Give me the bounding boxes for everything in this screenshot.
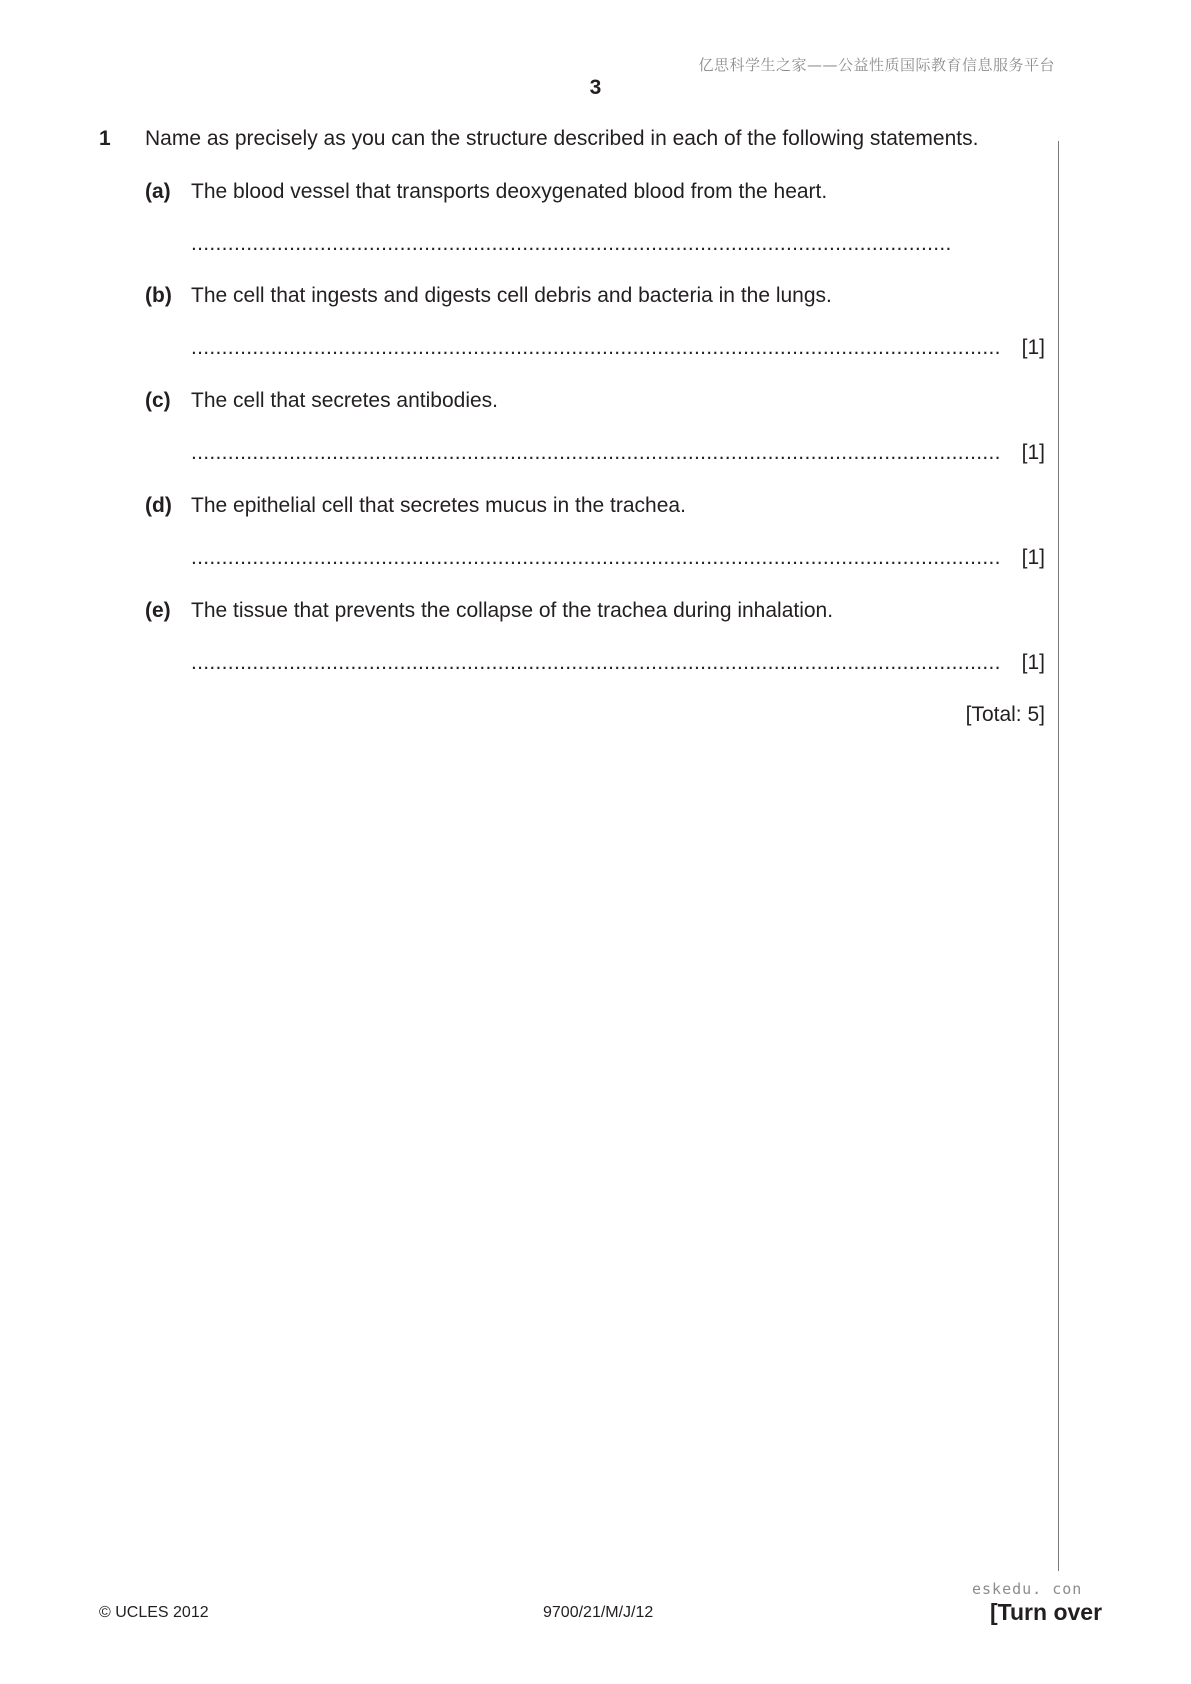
- part-label: (b): [145, 284, 172, 307]
- part-label: (d): [145, 494, 172, 517]
- answer-line[interactable]: ....................................................................................................................................: [191, 546, 1001, 569]
- mark-allocation: [1]: [1021, 546, 1045, 569]
- part-text: The epithelial cell that secretes mucus in the trachea.: [191, 494, 686, 517]
- part-text: The cell that secretes antibodies.: [191, 389, 499, 412]
- mark-allocation: [1]: [1021, 441, 1045, 464]
- footer-watermark: eskedu. con: [972, 1580, 1083, 1598]
- page-number: 3: [589, 76, 602, 99]
- part-label: (c): [145, 389, 171, 412]
- answer-line[interactable]: ....................................................................................................................................: [191, 651, 1001, 674]
- part-text: The blood vessel that transports deoxygenated blood from the heart.: [191, 180, 828, 203]
- turn-over-label: [Turn over: [990, 1599, 1103, 1625]
- part-label: (a): [145, 180, 171, 203]
- margin-rule: [1058, 141, 1059, 1571]
- question-part-b: [145, 284, 1045, 384]
- question-part-d: [145, 494, 1045, 594]
- total-marks: [Total: 5]: [965, 703, 1045, 726]
- part-label: (e): [145, 599, 171, 622]
- header-watermark: 亿思科学生之家——公益性质国际教育信息服务平台: [698, 56, 1055, 74]
- question-stem: Name as precisely as you can the structure described in each of the following statements.: [145, 127, 979, 150]
- footer-copyright: © UCLES 2012: [99, 1604, 209, 1621]
- mark-allocation: [1]: [1021, 651, 1045, 674]
- part-text: The tissue that prevents the collapse of the trachea during inhalation.: [191, 599, 834, 622]
- answer-line[interactable]: ....................................................................................................................................: [191, 441, 1001, 464]
- question-part-e: [145, 599, 1045, 699]
- question-number: 1: [99, 127, 111, 150]
- answer-line[interactable]: ....................................................................................................................................: [191, 336, 1001, 359]
- answer-line[interactable]: ............................................................................................................................: [191, 232, 952, 255]
- question-part-a: [145, 180, 1045, 280]
- footer-paper-code: 9700/21/M/J/12: [543, 1604, 654, 1621]
- question-part-c: [145, 389, 1045, 489]
- part-text: The cell that ingests and digests cell debris and bacteria in the lungs.: [191, 284, 832, 307]
- mark-allocation: [1]: [1021, 336, 1045, 359]
